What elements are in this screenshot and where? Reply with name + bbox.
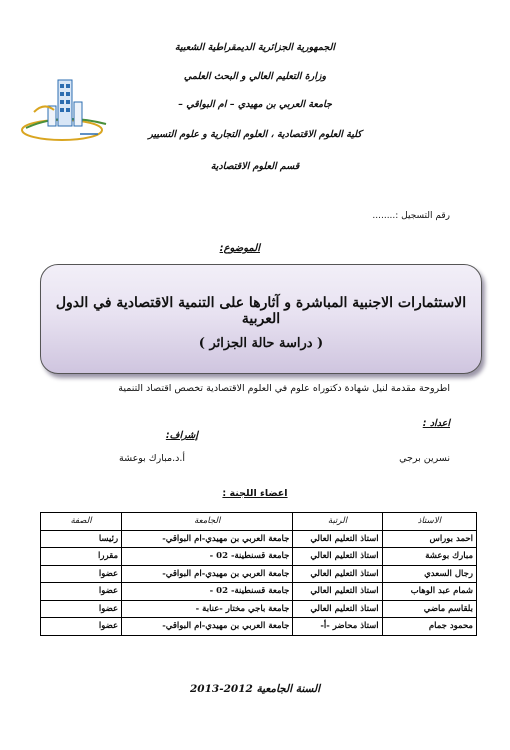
jury-university: جامعة قسنطينة- 02 - bbox=[122, 583, 293, 601]
jury-rank: استاذ التعليم العالي bbox=[293, 583, 382, 601]
jury-col-professor: الاستاذ bbox=[382, 513, 476, 531]
header-university: جامعة العربي بن مهيدي – ام البواقي – bbox=[178, 99, 332, 110]
jury-role: رئيسا bbox=[41, 530, 122, 548]
student-name: نسرين برجي bbox=[399, 453, 450, 464]
supervision-label: إشراف: bbox=[165, 430, 198, 441]
jury-university: جامعة العربي بن مهيدي-ام البواقي- bbox=[122, 565, 293, 583]
supervisor-name: أ.د.مبارك بوعشة bbox=[119, 453, 185, 464]
header-ministry: وزارة التعليم العالي و البحث العلمي bbox=[183, 71, 327, 82]
prepared-by-label: اعداد : bbox=[422, 418, 450, 429]
jury-university: جامعة العربي بن مهيدي-ام البواقي- bbox=[122, 618, 293, 636]
jury-rank: استاذ التعليم العالي bbox=[293, 548, 382, 566]
jury-name: رجال السعدي bbox=[382, 565, 476, 583]
committee-label: اعضاء اللجنة : bbox=[222, 488, 288, 499]
table-row bbox=[41, 548, 477, 566]
thesis-title-box bbox=[40, 264, 482, 374]
jury-name: محمود جمام bbox=[382, 618, 476, 636]
jury-university: جامعة قسنطينة- 02 - bbox=[122, 548, 293, 566]
header-faculty: كلية العلوم الاقتصادية ، العلوم التجارية و علوم التسيير bbox=[148, 129, 362, 140]
thesis-title: الاستثمارات الاجنبية المباشرة و آثارها على التنمية الاقتصادية في الدول العربية bbox=[55, 295, 467, 327]
header-republic: الجمهورية الجزائرية الديمقراطية الشعبية bbox=[174, 42, 336, 53]
header-department: قسم العلوم الاقتصادية bbox=[210, 161, 300, 172]
thesis-note: اطروحة مقدمة لنيل شهادة دكتوراه علوم في العلوم الاقتصادية تخصص اقتصاد التنمية bbox=[118, 383, 450, 394]
jury-table bbox=[40, 512, 477, 636]
table-row bbox=[41, 618, 477, 636]
table-row bbox=[41, 565, 477, 583]
registration-number: رقم التسجيل :........ bbox=[372, 211, 450, 221]
jury-university: جامعة العربي بن مهيدي-ام البواقي- bbox=[122, 530, 293, 548]
subject-label: الموضوع: bbox=[219, 243, 260, 254]
jury-header-row bbox=[41, 513, 477, 531]
jury-name: بلقاسم ماضي bbox=[382, 600, 476, 618]
jury-name: شمام عبد الوهاب bbox=[382, 583, 476, 601]
academic-year: السنة الجامعية 2012-2013 bbox=[189, 683, 320, 695]
jury-rank: استاذ التعليم العالي bbox=[293, 530, 382, 548]
jury-col-rank: الرتبة bbox=[293, 513, 382, 531]
thesis-subtitle: ( دراسة حالة الجزائر ) bbox=[198, 336, 324, 351]
jury-rank: استاذ محاضر -أ- bbox=[293, 618, 382, 636]
jury-name: مبارك بوعشة bbox=[382, 548, 476, 566]
table-row bbox=[41, 583, 477, 601]
jury-role: مقررا bbox=[41, 548, 122, 566]
jury-col-role: الصفة bbox=[41, 513, 122, 531]
jury-rank: استاذ التعليم العالي bbox=[293, 600, 382, 618]
table-row bbox=[41, 600, 477, 618]
jury-name: احمد بوراس bbox=[382, 530, 476, 548]
jury-rank: استاذ التعليم العالي bbox=[293, 565, 382, 583]
jury-role: عضوا bbox=[41, 565, 122, 583]
jury-col-university: الجامعة bbox=[122, 513, 293, 531]
table-row bbox=[41, 530, 477, 548]
jury-role: عضوا bbox=[41, 583, 122, 601]
university-logo-icon bbox=[20, 72, 112, 146]
jury-role: عضوا bbox=[41, 600, 122, 618]
jury-university: جامعة باجي مختار -عنابة - bbox=[122, 600, 293, 618]
jury-role: عضوا bbox=[41, 618, 122, 636]
